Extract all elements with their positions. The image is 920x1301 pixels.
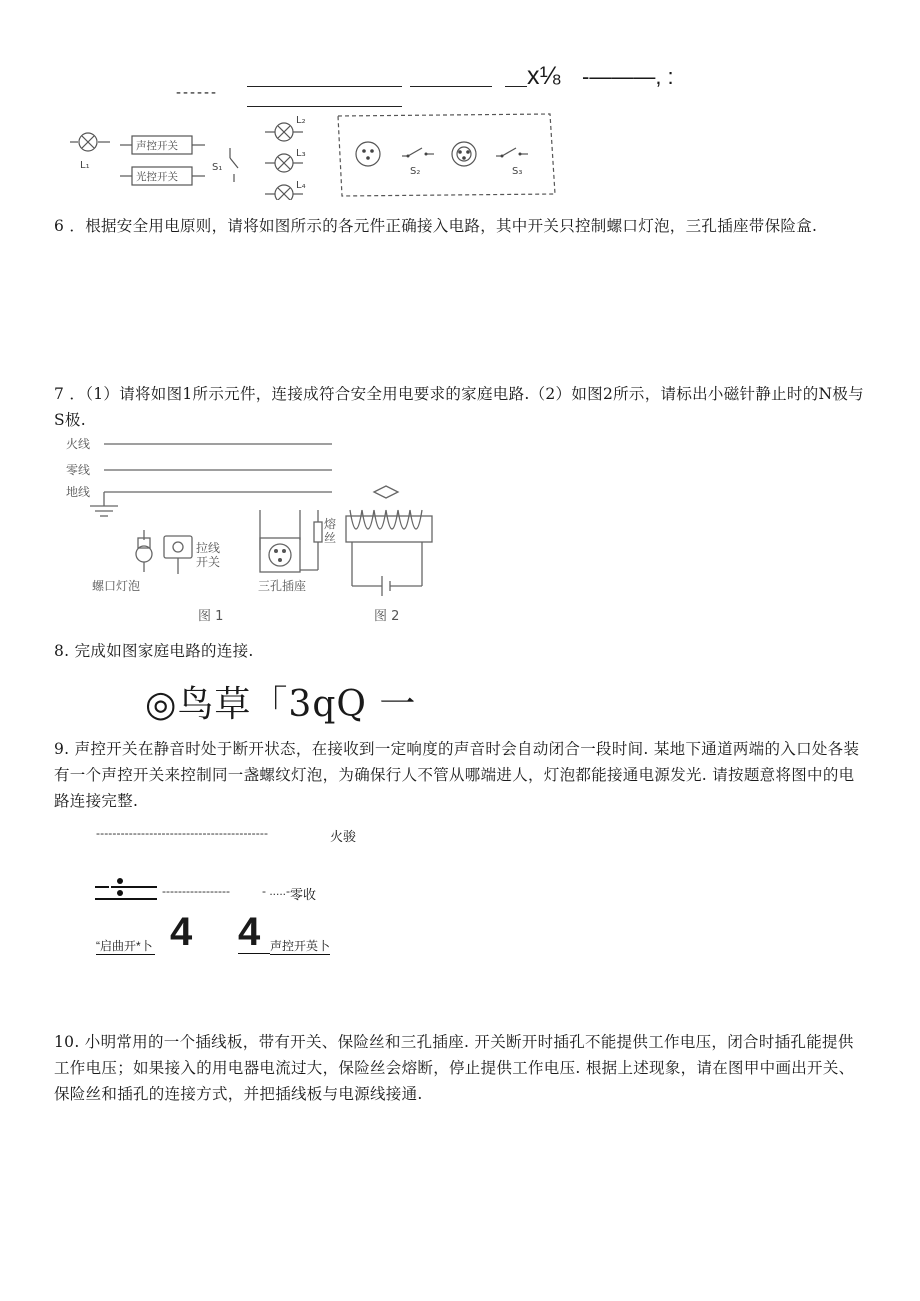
l3-label: L₃ xyxy=(296,148,306,159)
three-hole-socket-icon xyxy=(260,510,300,572)
fire-line-label: 火骏 xyxy=(330,829,357,844)
screw-bulb-icon xyxy=(136,530,152,572)
neutral-line-label: 零线 xyxy=(66,463,91,477)
underline xyxy=(247,86,402,87)
right-switch-label: 声控开英卜 xyxy=(270,939,331,953)
dashed-boundary xyxy=(338,114,555,196)
fuse-label-1: 熔 xyxy=(324,517,337,531)
question-7: 7 ．（1）请将如图1所示元件，连接成符合安全用电要求的家庭电路.（2）如图2所示，请标出小磁针静止时的N极与S极. xyxy=(54,385,864,429)
fragment-dashes: ------ xyxy=(176,84,218,101)
lamp-symbol xyxy=(95,880,157,900)
q7-circuit-figure xyxy=(60,430,450,630)
top-circuit-figure xyxy=(60,110,560,200)
light-switch-label: 光控开关 xyxy=(136,171,178,183)
pull-switch-label-2: 开关 xyxy=(196,555,221,569)
l4-label: L₄ xyxy=(296,180,306,191)
fragment-text: x⅛ xyxy=(527,62,561,90)
solenoid-core xyxy=(346,516,432,542)
lamp-l1-icon xyxy=(70,133,110,151)
neutral-line-label: 零收 xyxy=(290,887,317,902)
underline xyxy=(505,86,527,87)
figure-1-label: 图 1 xyxy=(198,609,224,624)
pull-switch-label-1: 拉线 xyxy=(196,541,221,555)
magnetic-needle-icon xyxy=(374,486,398,498)
fuse-label-2: 丝 xyxy=(324,531,337,545)
question-10: 10. 小明常用的一个插线板，带有开关、保险丝和三孔插座. 开关断开时插孔不能提供工作电压，闭合时插孔能提供工作电压；如果接入的用电器电流过大，保险丝会熔断，停止提供工作电压. 根据上述现象，请在图甲中画出开关、保险丝和插孔的连接方式，并把插线板与电源线接通. xyxy=(54,1033,855,1103)
three-hole-socket-icon xyxy=(452,142,476,166)
screw-bulb-label: 螺口灯泡 xyxy=(92,579,141,593)
figure-2-label: 图 2 xyxy=(374,609,400,624)
l2-label: L₂ xyxy=(296,115,306,126)
fire-line-dashes: ------------------------------------------ xyxy=(96,826,269,840)
two-hole-socket-icon xyxy=(356,142,380,166)
l1-label: L₁ xyxy=(80,160,90,171)
question-9: 9. 声控开关在静音时处于断开状态，在接收到一定响度的声音时会自动闭合一段时间. 某地下通道两端的入口处各装有一个声控开关来控制同一盏螺纹灯泡，为确保行人不管从哪端进人，灯泡都能接通电源发光. 请按题意将图中的电路连接完整. xyxy=(54,740,860,810)
s2-label: S₂ xyxy=(410,166,421,177)
socket-label: 三孔插座 xyxy=(258,579,307,593)
question-8: 8. 完成如图家庭电路的连接. xyxy=(54,642,254,660)
neutral-line-mid: - .....- xyxy=(262,884,290,898)
s3-label: S₃ xyxy=(512,166,523,177)
q8-garbled-figure-text: ◎鸟草「3qQ 一 xyxy=(145,684,417,725)
s1-label: S₁ xyxy=(212,162,223,173)
question-6: 6 ．根据安全用电原则，请将如图所示的各元件正确接入电路，其中开关只控制螺口灯泡，三孔插座带保险盒. xyxy=(54,217,818,235)
neutral-line-dashes: ----------------- xyxy=(162,884,230,898)
underline xyxy=(238,953,270,954)
fire-line-label: 火线 xyxy=(66,437,91,451)
fuse-icon xyxy=(300,510,322,570)
ground-line-label: 地线 xyxy=(66,485,91,499)
big-digit-4-left: 4 xyxy=(170,910,193,954)
big-digit-4-right: 4 xyxy=(238,910,261,954)
pull-switch-icon xyxy=(164,536,192,574)
sound-switch-label: 声控开关 xyxy=(136,140,178,152)
underline xyxy=(247,106,402,107)
fragment-tail: -———, : xyxy=(582,64,674,89)
solenoid-coil-icon xyxy=(350,510,422,529)
underline xyxy=(410,86,492,87)
left-switch-label: “启曲开*卜 xyxy=(96,939,153,953)
